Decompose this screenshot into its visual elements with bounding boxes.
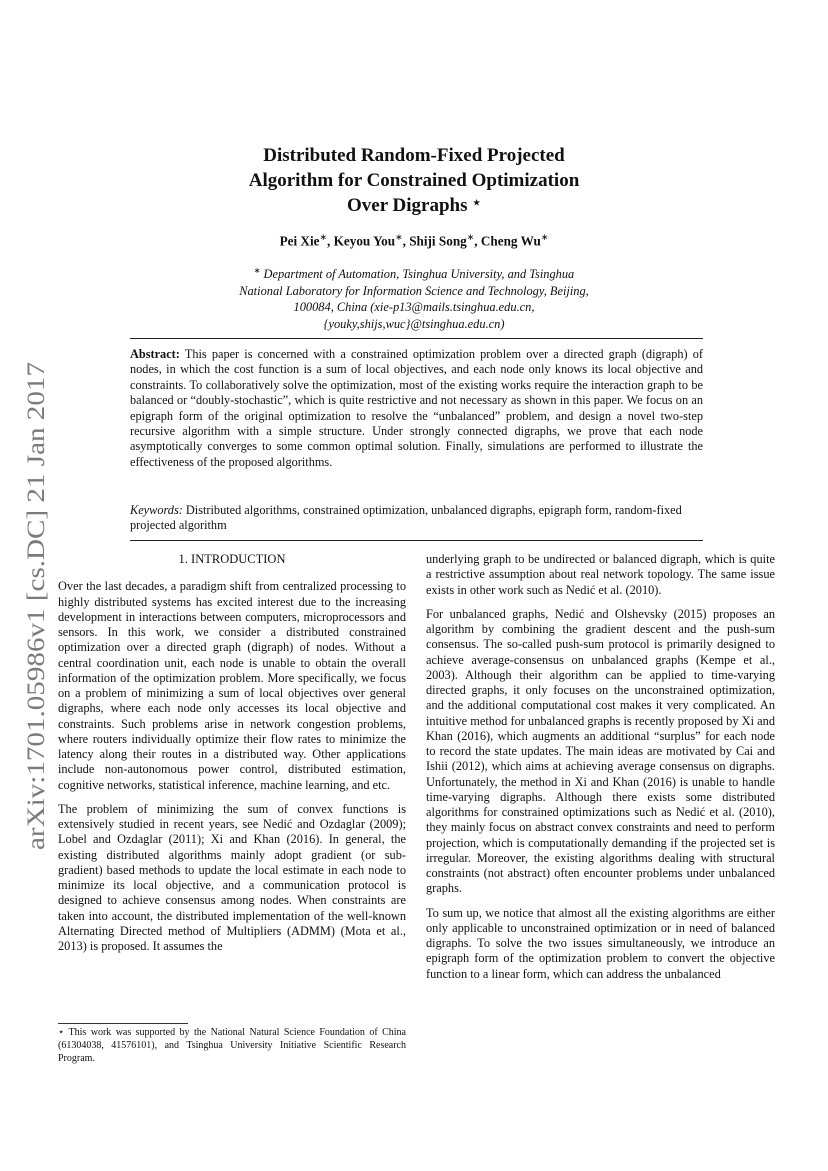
footnote	[58, 1027, 406, 1065]
footnote-text: This work was supported by the National Natural Science Foundation of China (61304038, 41576101), and Tsinghua University Initiative Scientific Research Program.	[58, 1027, 406, 1064]
author-name: Cheng Wu	[480, 233, 541, 249]
abstract-label: Abstract:	[130, 347, 180, 361]
author-name: Shiji Song	[409, 233, 467, 249]
title-line-1: Distributed Random-Fixed Projected	[263, 145, 565, 166]
body-paragraph: underlying graph to be undirected or balanced digraph, which is quite a restrictive assumption about real network topology. The same issue exists in other work such as Nedić et al. (2010).	[426, 552, 775, 597]
author-name: Pei Xie	[279, 233, 320, 249]
abstract	[130, 347, 703, 470]
title-footnote-star: ⋆	[472, 196, 482, 211]
keywords-label: Keywords:	[130, 503, 183, 517]
abstract-bottom-rule	[130, 540, 703, 541]
footnote-rule	[58, 1023, 188, 1024]
title-line-3-wrap	[160, 193, 668, 218]
affiliation	[180, 263, 648, 332]
author-affiliation-mark: ∗	[466, 232, 475, 242]
keywords-text: Distributed algorithms, constrained optimization, unbalanced digraphs, epigraph form, random-fixed projected algorithm	[130, 503, 682, 533]
body-paragraph: To sum up, we notice that almost all the existing algorithms are either only applicable to unconstrained optimization or in need of balanced digraphs. To solve the two issues simultaneously, we introduce an epigraph form of the optimization problem to convert the objective function to a linear form, which can address the unbalanced	[426, 905, 775, 981]
affiliation-line-4: {youky,shijs,wuc}@tsinghua.edu.cn)	[323, 316, 505, 331]
author-list: Pei Xie∗, Keyou You∗, Shiji Song∗, Cheng Wu∗	[279, 232, 549, 249]
author-affiliation-mark: ∗	[540, 232, 549, 242]
footnote-mark: ⋆	[58, 1027, 65, 1038]
section-heading: 1. INTRODUCTION	[178, 552, 286, 566]
affiliation-line-1: Department of Automation, Tsinghua University, and Tsinghua	[263, 267, 575, 282]
keywords	[130, 503, 703, 534]
abstract-top-rule	[130, 338, 703, 339]
author-name: Keyou You	[333, 233, 396, 249]
paper-title	[160, 143, 668, 218]
affiliation-line-1-wrap	[180, 263, 648, 283]
body-paragraph: For unbalanced graphs, Nedić and Olshevsky (2015) proposes an algorithm by combining the gradient descent and the push-sum consensus. The so-called push-sum protocol is primarily designed to achieve average-consensus on unbalanced graphs (Kempe et al., 2003). Although their algorithm can be applied to time-varying directed graphs, it only focuses on the unconstrained optimization, and the additional computational cost makes it very complicated. An intuitive method for unbalanced graphs is recently proposed by Xi and Khan (2016), which augments an additional “surplus” for each node to record the state updates. The main ideas are motivated by Cai and Ishii (2012), which aims at achieving average consensus on digraphs. Unfortunately, the method in Xi and Khan (2016) is unable to handle time-varying digraphs. Although there exists some distributed algorithms for constrained optimizations such as Nedić et al. (2010), they mainly focus on abstract convex constraints and need to perform projection, which is computationally demanding if the projected set is irregular. Moreover, the existing algorithms dealing with structural constraints (not abstract) often encounter problems under unbalanced graphs.	[426, 606, 775, 896]
affiliation-mark: ∗	[253, 266, 261, 275]
arxiv-stamp-text: arXiv:1701.05986v1 [cs.DC] 21 Jan 2017	[23, 430, 50, 850]
body-paragraph: The problem of minimizing the sum of convex functions is extensively studied in recent years, see Nedić and Ozdaglar (2009); Lobel and Ozdaglar (2011); Xi and Khan (2016). In general, the existing distributed algorithms mainly adopt gradient (or sub-gradient) based methods to update the local estimate in each node to minimize its local objective, and a communication protocol is designed to achieve consensus among nodes. When constraints are taken into account, the distributed implementation of the well-known Alternating Directed method of Multipliers (ADMM) (Mota et al., 2013) is proposed. It assumes the	[58, 801, 406, 953]
author-affiliation-mark: ∗	[319, 232, 328, 242]
author-affiliation-mark: ∗	[395, 232, 403, 242]
arxiv-identifier-stamp	[15, 360, 55, 855]
abstract-text: This paper is concerned with a constrained optimization problem over a directed graph (digraph) of nodes, in which the cost function is a sum of local objectives, and each node only knows its local objective and constraints. To collaboratively solve the optimization, most of the existing works require the interaction graph to be balanced or “doubly-stochastic”, which is quite restrictive and not necessary as shown in this paper. We focus on an epigraph form of the original optimization to resolve the “unbalanced” problem, and design a novel two-step recursive algorithm with a simple structure. Under strongly connected digraphs, we prove that each node asymptotically converges to some common optimal solution. Finally, simulations are performed to illustrate the effectiveness of the proposed algorithms.	[130, 347, 703, 469]
right-column	[426, 552, 775, 991]
affiliation-line-2: National Laboratory for Information Science and Technology, Beijing,	[239, 283, 589, 298]
title-line-2: Algorithm for Constrained Optimization	[248, 170, 580, 191]
affiliation-line-3: 100084, China (xie-p13@mails.tsinghua.edu.cn,	[293, 300, 535, 315]
title-line-3: Over Digraphs	[346, 195, 468, 216]
left-column	[58, 552, 406, 963]
body-paragraph: Over the last decades, a paradigm shift from centralized processing to highly distributed systems has excited interest due to the increasing development in interactions between computers, microprocessors and sensors. In this work, we consider a distributed constrained optimization over a directed graph (digraph) of nodes. Without a central coordination unit, each node is unable to obtain the overall information of the optimization problem. More specifically, we focus on a problem of minimizing a sum of local objectives over general digraphs, where each node only accesses its local objective and constraints. Such problems arise in network congestion problems, where routers individually optimize their flow rates to minimize the latency along their routes in a distributed way. Other applications include non-autonomous power control, distributed estimation, cognitive networks, statistical inference, machine learning, and etc.	[58, 579, 406, 792]
